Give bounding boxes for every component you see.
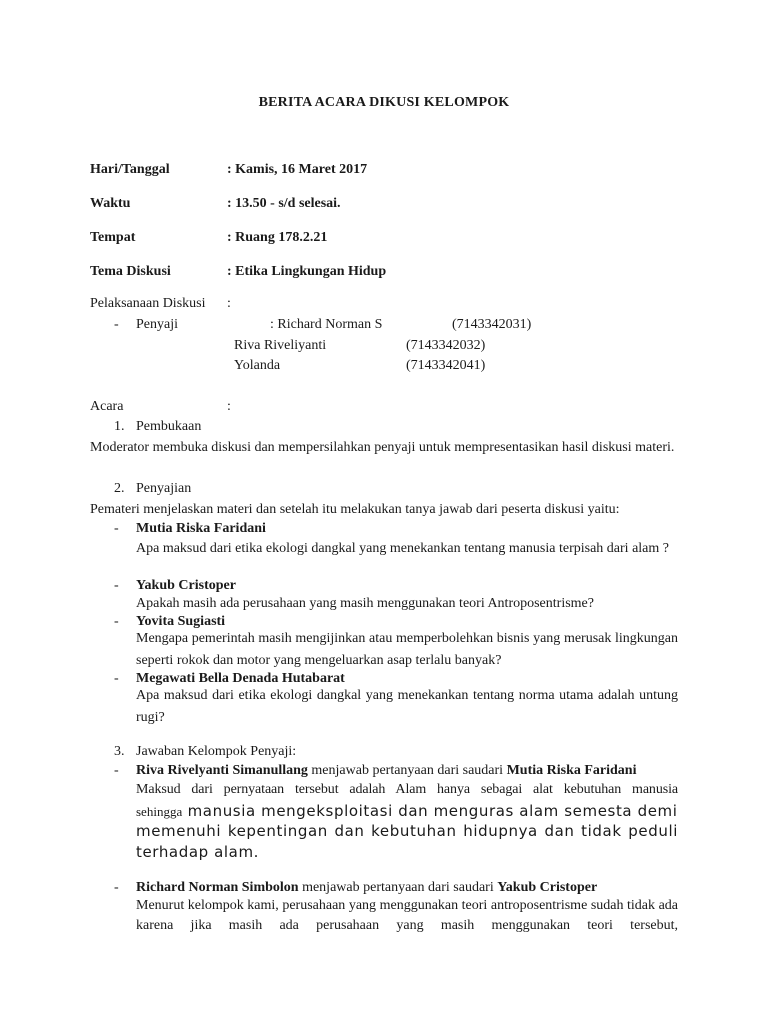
info-label-waktu: Waktu	[90, 196, 131, 211]
section-number: 3.	[114, 744, 125, 759]
question-text: Apakah masih ada perusahaan yang masih menggunakan teori Antroposentrisme?	[136, 596, 594, 611]
answer-connector: menjawab pertanyaan dari saudari	[298, 880, 498, 895]
penyaji-dash: -	[114, 317, 119, 332]
section-title-jawaban: Jawaban Kelompok Penyaji:	[136, 744, 297, 759]
info-label-tema: Tema Diskusi	[90, 264, 171, 279]
answer-text-line: terhadap alam.	[136, 843, 260, 861]
addressee-name: Mutia Riska Faridani	[506, 763, 637, 778]
answer-text-fragment: sehingga	[136, 804, 183, 819]
presenter-nim: (7143342031)	[452, 317, 532, 332]
section-title-penyajian: Penyajian	[136, 481, 192, 496]
penyaji-label: Penyaji	[136, 317, 178, 332]
info-value-waktu: : 13.50 - s/d selesai.	[227, 196, 341, 211]
answerer-name: Richard Norman Simbolon	[136, 880, 299, 895]
addressee-name: Yakub Cristoper	[497, 880, 598, 895]
info-value-hari: : Kamis, 16 Maret 2017	[227, 162, 368, 177]
list-dash: -	[114, 763, 119, 778]
list-dash: -	[114, 578, 119, 593]
question-text: Apa maksud dari etika ekologi dangkal yang menekankan tentang norma utama adalah untung rugi?	[136, 688, 678, 725]
list-dash: -	[114, 880, 119, 895]
answerer-name: Riva Rivelyanti Simanullang	[136, 763, 308, 778]
presenter-name: Riva Riveliyanti	[234, 338, 327, 353]
answer-text-line: Maksud dari pernyataan tersebut adalah Alam hanya sebagai alat kebutuhan manusia	[136, 782, 678, 797]
list-dash: -	[114, 671, 119, 686]
presenter-name: : Richard Norman S	[270, 317, 383, 332]
info-label-hari: Hari/Tanggal	[90, 162, 170, 177]
pembukaan-text: Moderator membuka diskusi dan mempersilahkan penyaji untuk mempresentasikan hasil diskusi materi.	[90, 440, 675, 455]
acara-colon: :	[227, 399, 231, 414]
pelaksanaan-label: Pelaksanaan Diskusi	[90, 296, 206, 311]
answer-text-line: memenuhi kepentingan dan kebutuhan hidupnya dan tidak peduli	[136, 822, 678, 840]
question-text: Apa maksud dari etika ekologi dangkal yang menekankan tentang manusia terpisah dari alam ?	[136, 541, 669, 556]
acara-label: Acara	[90, 399, 124, 414]
info-value-tema: : Etika Lingkungan Hidup	[227, 264, 387, 279]
questioner-name: Megawati Bella Denada Hutabarat	[136, 671, 345, 686]
answer-text-fragment: manusia mengeksploitasi dan menguras alam semesta demi	[182, 802, 678, 820]
pelaksanaan-colon: :	[227, 296, 231, 311]
presenter-nim: (7143342041)	[406, 358, 486, 373]
presenter-nim: (7143342032)	[406, 338, 486, 353]
section-number: 1.	[114, 419, 125, 434]
list-dash: -	[114, 521, 119, 536]
questioner-name: Yovita Sugiasti	[136, 614, 226, 629]
document-title: BERITA ACARA DIKUSI KELOMPOK	[258, 95, 510, 110]
answer-header	[136, 878, 597, 898]
info-value-tempat: : Ruang 178.2.21	[227, 230, 328, 245]
questioner-name: Mutia Riska Faridani	[136, 521, 266, 536]
list-dash: -	[114, 614, 119, 629]
answer-text: Menurut kelompok kami, perusahaan yang menggunakan teori antroposentrisme sudah tidak ada karena jika masih ada perusahaan yang masih menggunakan teori tersebut,	[136, 898, 678, 933]
info-label-tempat: Tempat	[90, 230, 136, 245]
answer-connector: menjawab pertanyaan dari saudari	[307, 763, 507, 778]
questioner-name: Yakub Cristoper	[136, 578, 236, 593]
penyajian-intro: Pemateri menjelaskan materi dan setelah itu melakukan tanya jawab dari peserta diskusi yaitu:	[90, 502, 620, 517]
answer-header	[136, 761, 636, 781]
section-number: 2.	[114, 481, 125, 496]
section-title-pembukaan: Pembukaan	[136, 419, 202, 434]
question-text: Mengapa pemerintah masih mengijinkan atau memperbolehkan bisnis yang merusak lingkungan seperti rokok dan motor yang mengeluarkan asap terlalu banyak?	[136, 631, 678, 668]
presenter-name: Yolanda	[234, 358, 281, 373]
